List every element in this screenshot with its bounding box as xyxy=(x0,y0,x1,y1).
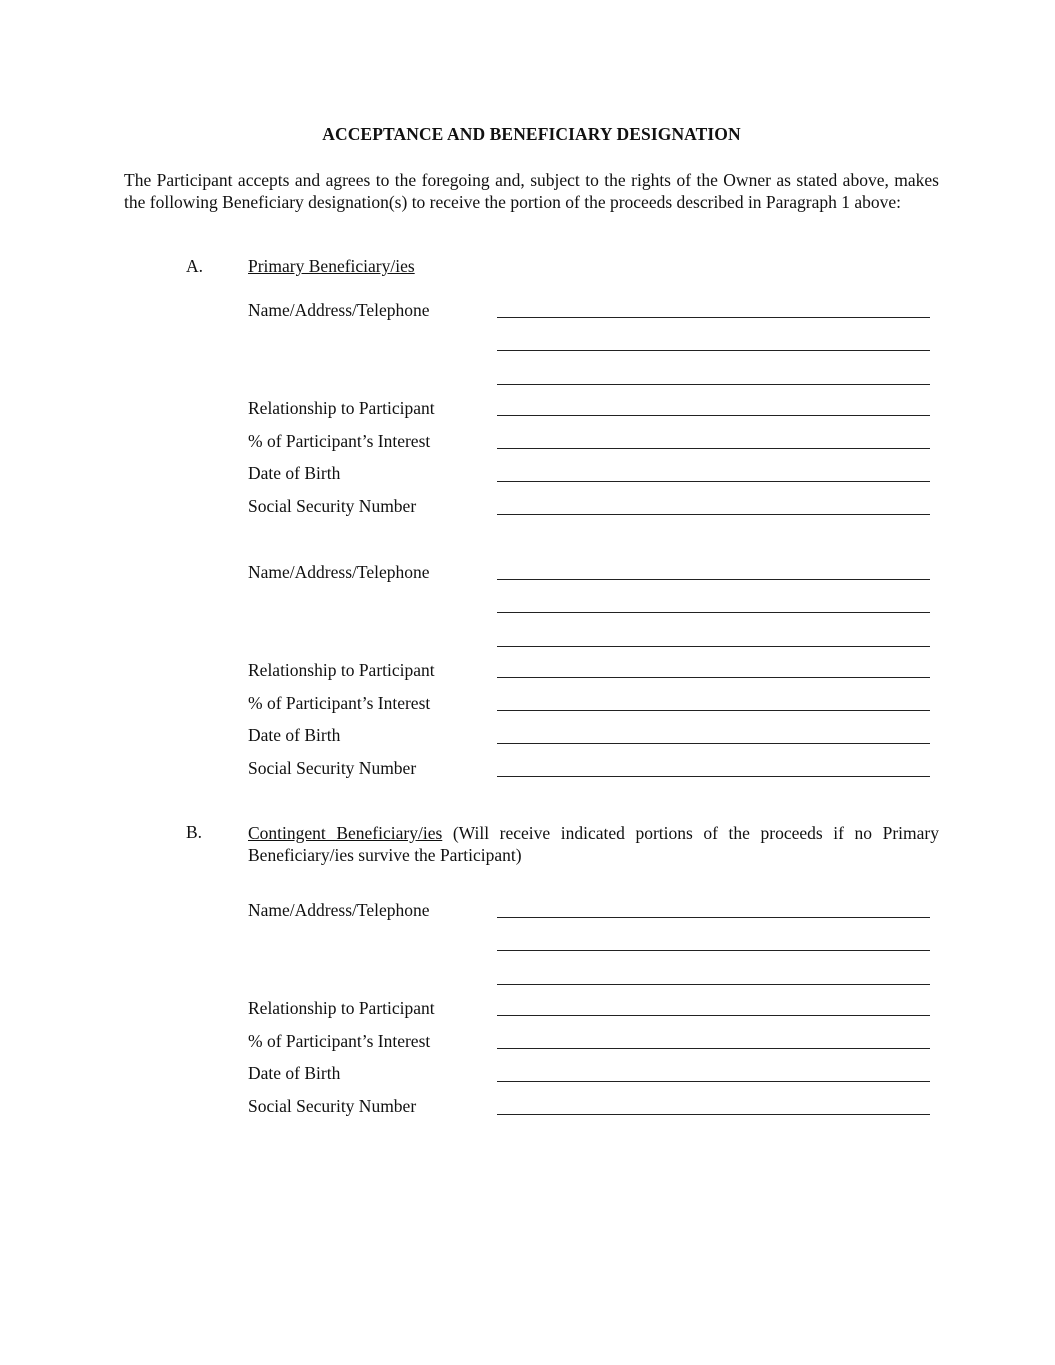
contingent-1-dob-line[interactable] xyxy=(497,1081,930,1082)
section-a-letter: A. xyxy=(186,256,204,276)
contingent-1-interest-line[interactable] xyxy=(497,1048,930,1049)
label-name-address-telephone: Name/Address/Telephone xyxy=(248,900,430,920)
primary-1-dob-line[interactable] xyxy=(497,481,930,482)
primary-2-dob-line[interactable] xyxy=(497,743,930,744)
contingent-1-name-line-3[interactable] xyxy=(497,984,930,985)
intro-paragraph: The Participant accepts and agrees to the foregoing and, subject to the rights of the Owner as stated above, makes the following Beneficiary designation(s) to receive the portion of the proceeds described in Paragraph 1 above: xyxy=(124,170,939,212)
primary-1-name-line-1[interactable] xyxy=(497,317,930,318)
section-b-note: (Will receive indicated portions of the proceeds if no Primary Beneficiary/ies survive the Participant) xyxy=(248,823,939,865)
primary-2-relationship-line[interactable] xyxy=(497,677,930,678)
primary-2-name-line-3[interactable] xyxy=(497,646,930,647)
primary-2-interest-line[interactable] xyxy=(497,710,930,711)
primary-2-name-line-2[interactable] xyxy=(497,612,930,613)
contingent-1-name-line-2[interactable] xyxy=(497,950,930,951)
contingent-1-relationship-line[interactable] xyxy=(497,1015,930,1016)
section-b-text xyxy=(248,822,939,866)
section-b-letter: B. xyxy=(186,822,203,842)
label-interest: % of Participant’s Interest xyxy=(248,1031,431,1051)
primary-1-name-line-2[interactable] xyxy=(497,350,930,351)
label-name-address-telephone: Name/Address/Telephone xyxy=(248,562,430,582)
contingent-1-ssn-line[interactable] xyxy=(497,1114,930,1115)
label-relationship: Relationship to Participant xyxy=(248,660,435,680)
section-a-heading: Primary Beneficiary/ies xyxy=(248,256,415,276)
primary-2-ssn-line[interactable] xyxy=(497,776,930,777)
label-interest: % of Participant’s Interest xyxy=(248,693,431,713)
label-relationship: Relationship to Participant xyxy=(248,998,435,1018)
primary-1-relationship-line[interactable] xyxy=(497,415,930,416)
label-interest: % of Participant’s Interest xyxy=(248,431,431,451)
primary-1-name-line-3[interactable] xyxy=(497,384,930,385)
section-b-heading: Contingent Beneficiary/ies xyxy=(248,823,443,843)
page-title: ACCEPTANCE AND BENEFICIARY DESIGNATION xyxy=(322,124,741,144)
label-dob: Date of Birth xyxy=(248,463,341,483)
label-ssn: Social Security Number xyxy=(248,496,417,516)
label-ssn: Social Security Number xyxy=(248,758,417,778)
label-relationship: Relationship to Participant xyxy=(248,398,435,418)
label-dob: Date of Birth xyxy=(248,725,341,745)
label-ssn: Social Security Number xyxy=(248,1096,417,1116)
primary-1-ssn-line[interactable] xyxy=(497,514,930,515)
primary-2-name-line-1[interactable] xyxy=(497,579,930,580)
primary-1-interest-line[interactable] xyxy=(497,448,930,449)
contingent-1-name-line-1[interactable] xyxy=(497,917,930,918)
label-name-address-telephone: Name/Address/Telephone xyxy=(248,300,430,320)
label-dob: Date of Birth xyxy=(248,1063,341,1083)
